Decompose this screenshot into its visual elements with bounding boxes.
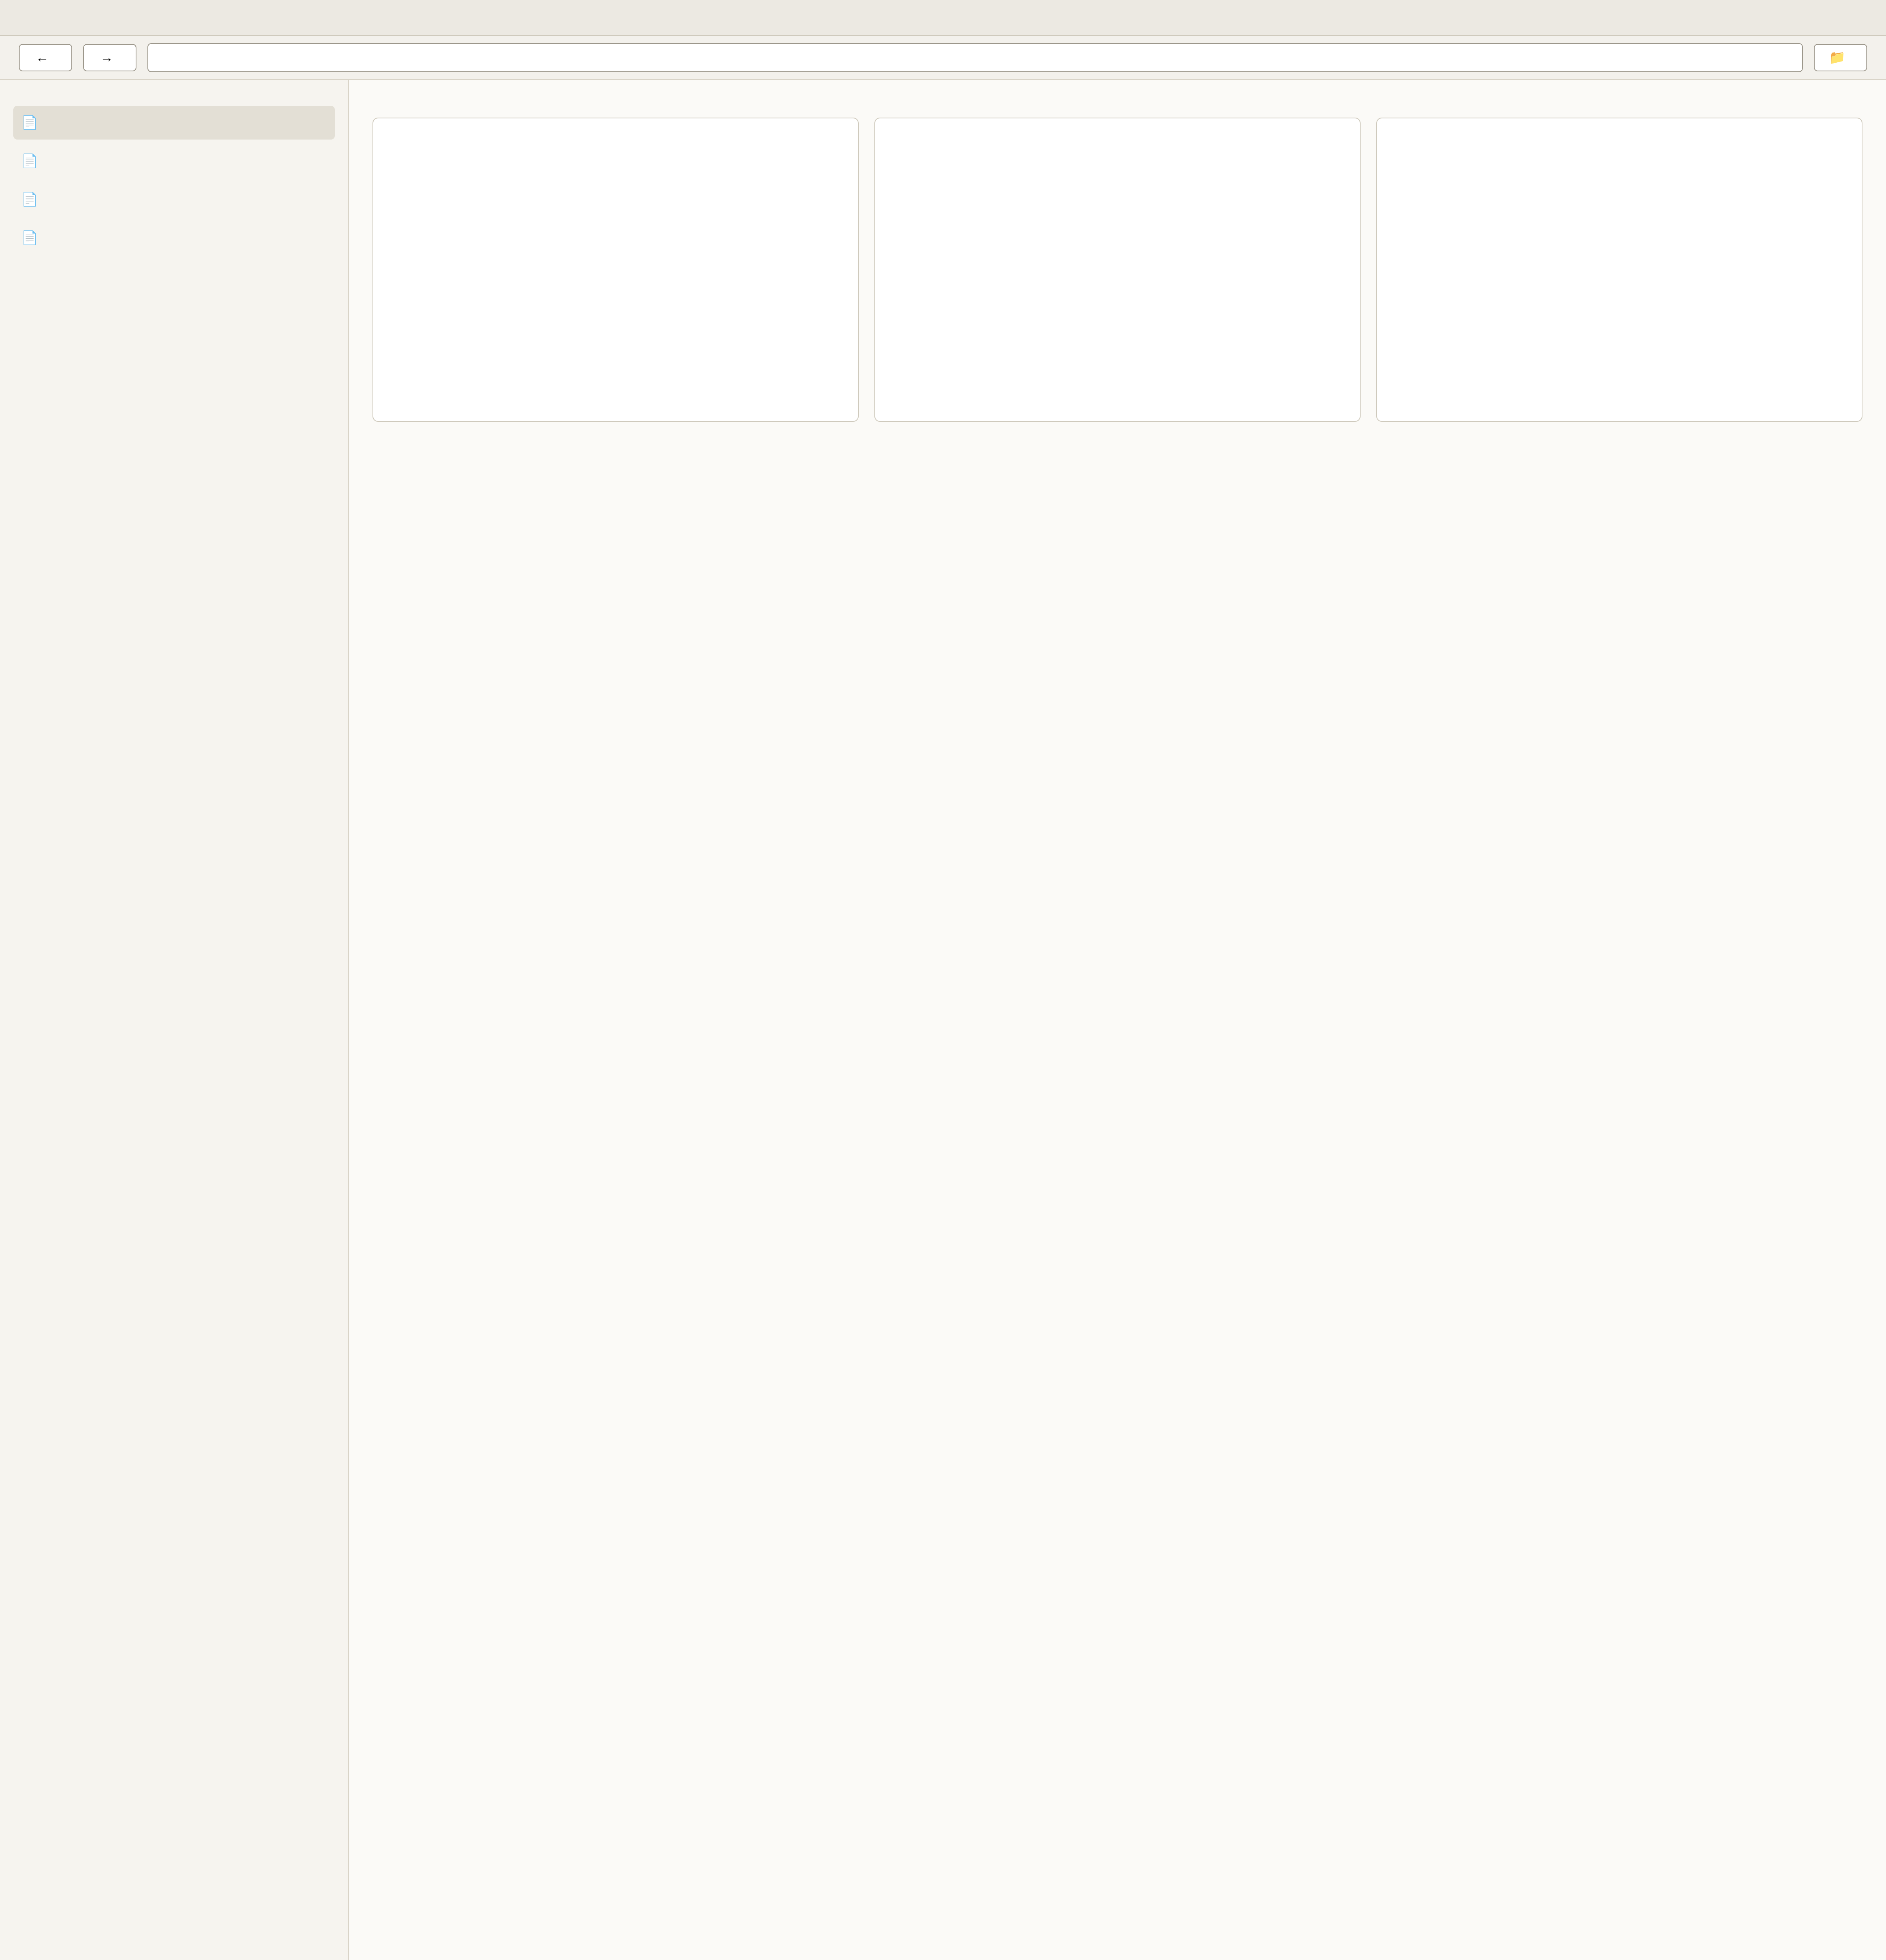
arrow-right-icon: → [100,50,113,65]
folder-icon: 📁 [1829,50,1846,65]
forward-button[interactable] [83,44,136,71]
toolbar [0,36,1886,80]
document-icon: 📄 [21,192,38,207]
document-viewer [349,80,1886,1960]
main-area [0,80,1886,1960]
section-card [1376,118,1862,422]
document-icon: 📄 [21,115,38,130]
arrow-left-icon: ← [36,50,49,65]
section-card [874,118,1361,422]
document-icon: 📄 [21,230,38,245]
document-icon: 📄 [21,154,38,169]
sidebar-item[interactable] [13,221,335,255]
sidebar-item[interactable] [13,106,335,140]
sidebar-item[interactable] [13,144,335,178]
section-grid [372,118,1862,422]
open-button[interactable] [1814,44,1867,71]
sidebar-item[interactable] [13,183,335,216]
section-card [372,118,859,422]
title-bar [0,0,1886,36]
sidebar [0,80,349,1960]
search-input[interactable] [147,43,1803,72]
back-button[interactable] [19,44,72,71]
